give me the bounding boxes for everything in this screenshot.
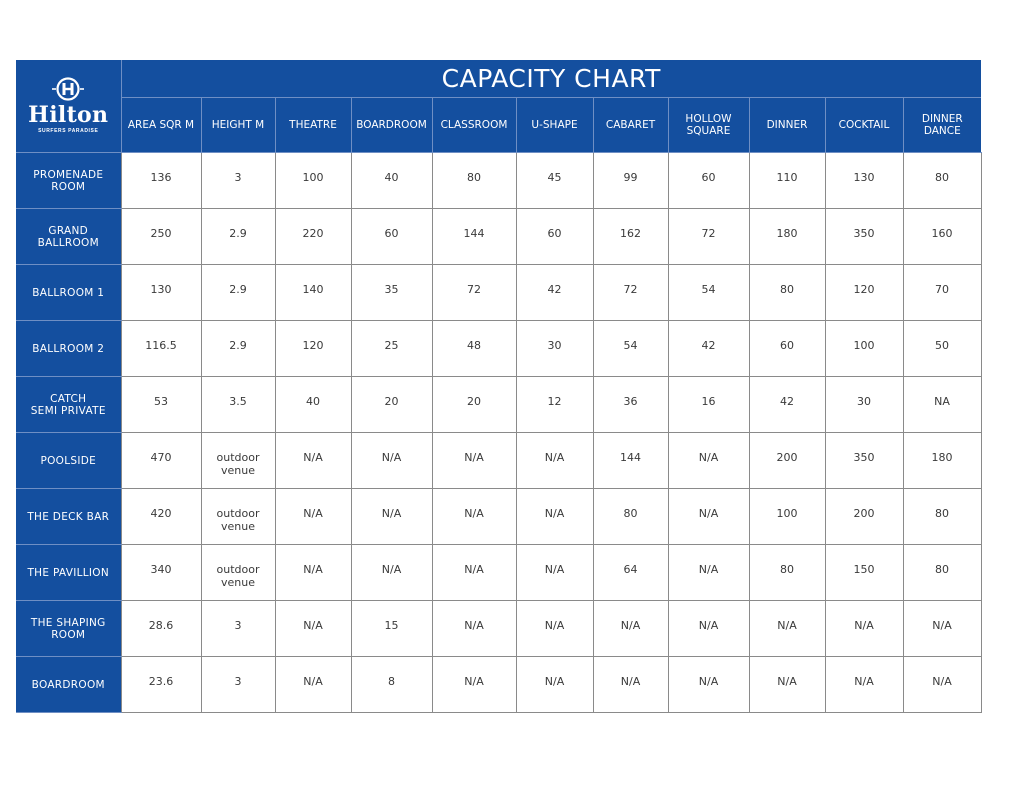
- capacity-cell: 60: [516, 209, 593, 265]
- capacity-cell: N/A: [749, 601, 825, 657]
- capacity-cell: 54: [593, 321, 668, 377]
- capacity-cell: 150: [825, 545, 903, 601]
- page-title: CAPACITY CHART: [121, 60, 981, 98]
- capacity-cell: 28.6: [121, 601, 201, 657]
- capacity-cell: 180: [749, 209, 825, 265]
- capacity-cell: 80: [749, 545, 825, 601]
- capacity-cell: N/A: [593, 601, 668, 657]
- capacity-cell: N/A: [275, 657, 351, 713]
- capacity-cell: N/A: [516, 601, 593, 657]
- column-header: HEIGHT M: [201, 98, 275, 153]
- room-name: THE PAVILLION: [16, 545, 121, 601]
- capacity-cell: 25: [351, 321, 432, 377]
- capacity-cell: 53: [121, 377, 201, 433]
- table-row: [16, 433, 981, 489]
- table-row: [16, 377, 981, 433]
- capacity-cell: 100: [275, 153, 351, 209]
- capacity-cell: 16: [668, 377, 749, 433]
- capacity-cell: 99: [593, 153, 668, 209]
- capacity-cell: 200: [825, 489, 903, 545]
- capacity-cell: N/A: [351, 489, 432, 545]
- capacity-cell: 80: [749, 265, 825, 321]
- capacity-cell: N/A: [275, 433, 351, 489]
- capacity-cell: 42: [516, 265, 593, 321]
- room-name: POOLSIDE: [16, 433, 121, 489]
- capacity-cell: 8: [351, 657, 432, 713]
- capacity-cell: N/A: [749, 657, 825, 713]
- capacity-cell: N/A: [668, 433, 749, 489]
- capacity-cell: N/A: [275, 601, 351, 657]
- capacity-cell: N/A: [516, 433, 593, 489]
- table-row: [16, 545, 981, 601]
- column-header-row: [16, 98, 981, 153]
- capacity-cell: 64: [593, 545, 668, 601]
- column-header: THEATRE: [275, 98, 351, 153]
- capacity-cell: 136: [121, 153, 201, 209]
- column-header: BOARDROOM: [351, 98, 432, 153]
- capacity-cell: 3.5: [201, 377, 275, 433]
- capacity-cell: 20: [351, 377, 432, 433]
- capacity-cell: 2.9: [201, 265, 275, 321]
- logo-brand-text: Hilton: [28, 102, 109, 128]
- capacity-cell: 144: [432, 209, 516, 265]
- capacity-cell: 36: [593, 377, 668, 433]
- capacity-cell: 42: [749, 377, 825, 433]
- capacity-cell: 470: [121, 433, 201, 489]
- hilton-h-logo-icon: [51, 77, 85, 101]
- capacity-cell: 12: [516, 377, 593, 433]
- capacity-cell: 3: [201, 657, 275, 713]
- capacity-cell: 72: [668, 209, 749, 265]
- capacity-cell: 250: [121, 209, 201, 265]
- capacity-cell: N/A: [825, 657, 903, 713]
- capacity-cell: 200: [749, 433, 825, 489]
- capacity-cell: 80: [593, 489, 668, 545]
- capacity-cell: N/A: [668, 545, 749, 601]
- capacity-cell: 30: [516, 321, 593, 377]
- capacity-cell: N/A: [432, 657, 516, 713]
- capacity-cell: N/A: [516, 545, 593, 601]
- capacity-cell: 48: [432, 321, 516, 377]
- capacity-cell: 60: [749, 321, 825, 377]
- capacity-cell: N/A: [668, 489, 749, 545]
- table-row: [16, 265, 981, 321]
- room-name: BALLROOM 1: [16, 265, 121, 321]
- room-name: BALLROOM 2: [16, 321, 121, 377]
- room-name: PROMENADE ROOM: [16, 153, 121, 209]
- capacity-cell: 50: [903, 321, 981, 377]
- capacity-cell: N/A: [432, 433, 516, 489]
- capacity-cell: 54: [668, 265, 749, 321]
- capacity-cell: outdoor venue: [201, 545, 275, 601]
- capacity-cell: N/A: [825, 601, 903, 657]
- capacity-cell: 2.9: [201, 321, 275, 377]
- capacity-cell: 40: [275, 377, 351, 433]
- hilton-logo: [16, 60, 121, 153]
- capacity-cell: 3: [201, 601, 275, 657]
- table-row: [16, 321, 981, 377]
- room-name: THE SHAPING ROOM: [16, 601, 121, 657]
- capacity-cell: N/A: [903, 657, 981, 713]
- capacity-cell: 35: [351, 265, 432, 321]
- capacity-cell: outdoor venue: [201, 489, 275, 545]
- capacity-cell: 350: [825, 209, 903, 265]
- capacity-cell: 60: [351, 209, 432, 265]
- capacity-cell: 220: [275, 209, 351, 265]
- capacity-cell: 110: [749, 153, 825, 209]
- capacity-cell: 80: [903, 153, 981, 209]
- room-name: CATCH SEMI PRIVATE: [16, 377, 121, 433]
- capacity-cell: 72: [593, 265, 668, 321]
- capacity-cell: N/A: [903, 601, 981, 657]
- table-row: [16, 489, 981, 545]
- capacity-table: [16, 60, 982, 713]
- capacity-cell: 116.5: [121, 321, 201, 377]
- column-header: HOLLOW SQUARE: [668, 98, 749, 153]
- table-row: [16, 153, 981, 209]
- table-row: [16, 209, 981, 265]
- capacity-cell: 420: [121, 489, 201, 545]
- capacity-cell: N/A: [275, 545, 351, 601]
- capacity-cell: 60: [668, 153, 749, 209]
- capacity-cell: 45: [516, 153, 593, 209]
- capacity-cell: 100: [749, 489, 825, 545]
- capacity-cell: N/A: [275, 489, 351, 545]
- capacity-cell: 30: [825, 377, 903, 433]
- capacity-cell: 80: [432, 153, 516, 209]
- capacity-cell: NA: [903, 377, 981, 433]
- column-header: CABARET: [593, 98, 668, 153]
- capacity-cell: 144: [593, 433, 668, 489]
- table-row: [16, 657, 981, 713]
- room-name: GRAND BALLROOM: [16, 209, 121, 265]
- capacity-cell: N/A: [516, 489, 593, 545]
- capacity-cell: 2.9: [201, 209, 275, 265]
- capacity-cell: 72: [432, 265, 516, 321]
- capacity-cell: N/A: [593, 657, 668, 713]
- capacity-cell: 80: [903, 489, 981, 545]
- column-header: DINNER: [749, 98, 825, 153]
- capacity-cell: N/A: [668, 601, 749, 657]
- capacity-cell: 120: [275, 321, 351, 377]
- capacity-cell: 130: [825, 153, 903, 209]
- room-name: BOARDROOM: [16, 657, 121, 713]
- capacity-cell: N/A: [351, 433, 432, 489]
- capacity-cell: 15: [351, 601, 432, 657]
- column-header: DINNER DANCE: [903, 98, 981, 153]
- table-row: [16, 601, 981, 657]
- capacity-cell: 42: [668, 321, 749, 377]
- capacity-cell: 340: [121, 545, 201, 601]
- capacity-cell: 180: [903, 433, 981, 489]
- capacity-cell: 70: [903, 265, 981, 321]
- capacity-cell: 120: [825, 265, 903, 321]
- capacity-cell: 162: [593, 209, 668, 265]
- column-header: COCKTAIL: [825, 98, 903, 153]
- capacity-cell: N/A: [516, 657, 593, 713]
- capacity-cell: 160: [903, 209, 981, 265]
- capacity-cell: N/A: [432, 601, 516, 657]
- capacity-cell: 80: [903, 545, 981, 601]
- capacity-cell: N/A: [432, 545, 516, 601]
- capacity-cell: N/A: [432, 489, 516, 545]
- column-header: U-SHAPE: [516, 98, 593, 153]
- capacity-cell: 350: [825, 433, 903, 489]
- room-name: THE DECK BAR: [16, 489, 121, 545]
- capacity-cell: 100: [825, 321, 903, 377]
- capacity-cell: outdoor venue: [201, 433, 275, 489]
- capacity-cell: 140: [275, 265, 351, 321]
- column-header: CLASSROOM: [432, 98, 516, 153]
- capacity-cell: 130: [121, 265, 201, 321]
- capacity-cell: N/A: [351, 545, 432, 601]
- capacity-cell: 23.6: [121, 657, 201, 713]
- capacity-cell: 3: [201, 153, 275, 209]
- logo-subtitle: SURFERS PARADISE: [38, 128, 99, 134]
- capacity-cell: 20: [432, 377, 516, 433]
- capacity-cell: N/A: [668, 657, 749, 713]
- column-header: AREA SQR M: [121, 98, 201, 153]
- capacity-cell: 40: [351, 153, 432, 209]
